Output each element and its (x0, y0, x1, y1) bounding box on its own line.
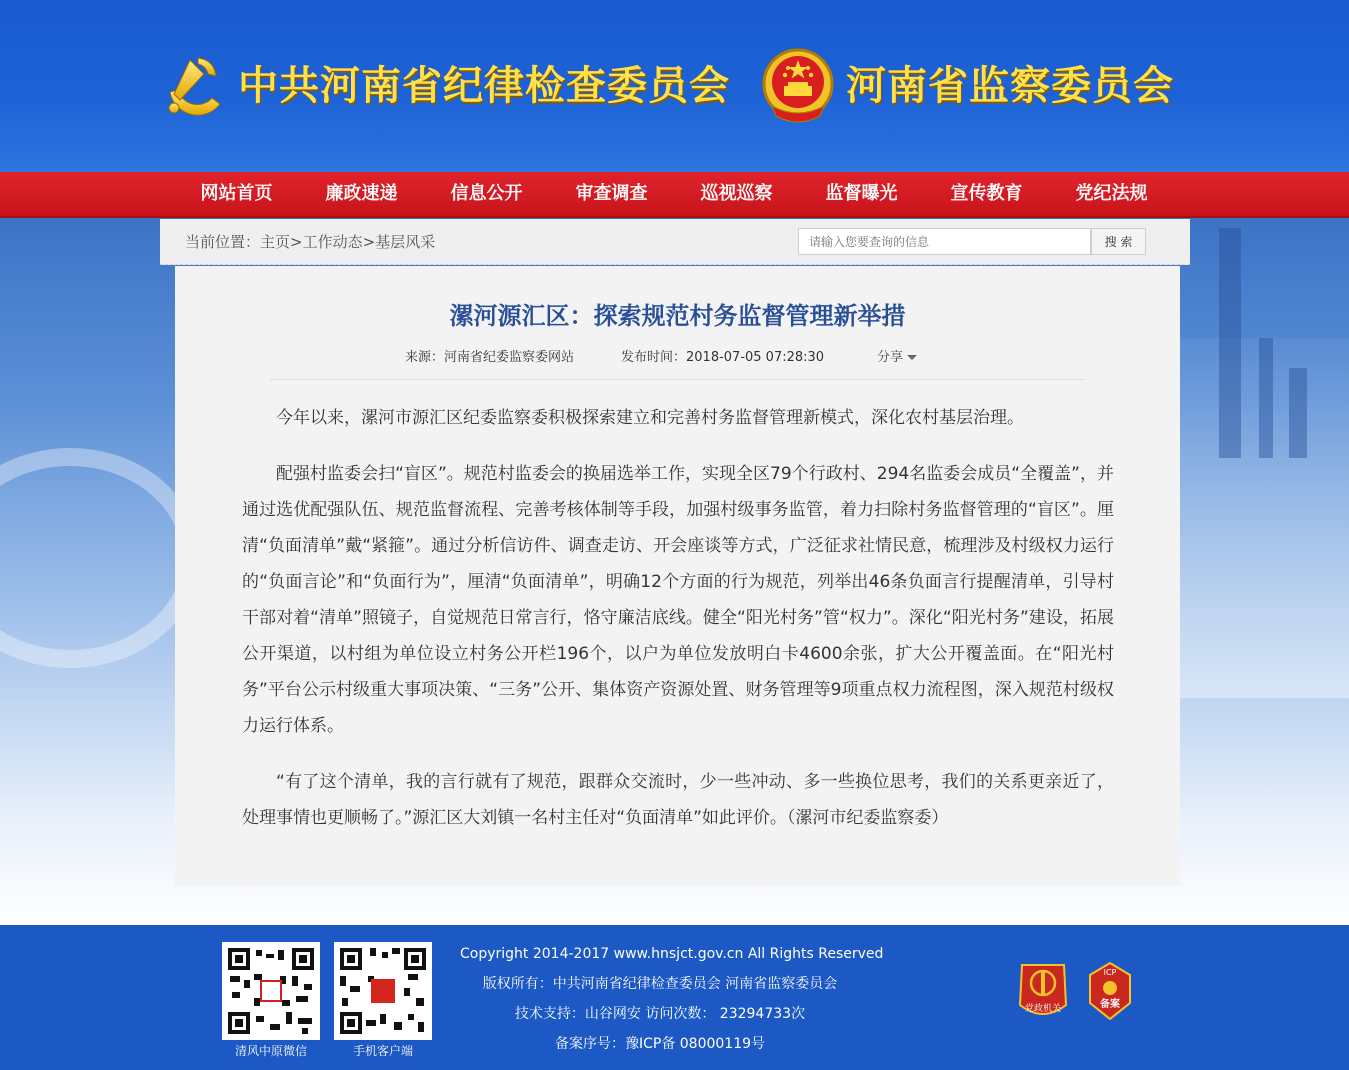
national-emblem-icon (758, 44, 838, 128)
breadcrumb-separator: > (362, 233, 376, 251)
nav-item-news[interactable]: 廉政速递 (325, 183, 398, 204)
nav-item-info-disclosure[interactable]: 信息公开 (450, 183, 523, 204)
qr-code-icon (222, 942, 320, 1040)
nav-item-regulations[interactable]: 党纪法规 (1075, 183, 1148, 204)
footer-copyright: Copyright 2014-2017 www.hnsjct.gov.cn All Rights Reserved (460, 946, 884, 962)
footer-info (460, 939, 884, 1059)
badge-label-record: 备案 (1100, 999, 1120, 1010)
app-qr-code-icon (338, 946, 428, 1036)
article-publish-time: 发布时间：2018-07-05 07:28:30 (621, 350, 825, 365)
breadcrumb (185, 219, 435, 265)
qr-label-app: 手机客户端 (352, 1044, 413, 1058)
share-button[interactable] (877, 346, 917, 365)
wechat-qr-code-icon (226, 946, 316, 1036)
search-input[interactable] (798, 228, 1091, 255)
nav-item-exposure[interactable]: 监督曝光 (825, 183, 898, 204)
qr-code-icon (334, 942, 432, 1040)
article-paragraph: 今年以来，漯河市源汇区纪委监察委积极探索建立和完善村务监督管理新模式，深化农村基层治理。 (276, 408, 1024, 428)
footer-icp[interactable]: 备案序号：豫ICP备 08000119号 (554, 1036, 766, 1052)
article-paragraph: 配强村监委会扫“盲区”。规范村监委会的换届选举工作，实现全区79个行政村、294名监委会成员“全覆盖”，并通过选优配强队伍、规范监督流程、完善考核体制等手段，加强村级事务监管，着力扫除村务监督管理的“盲区”。厘清“负面清单”戴“紧箍”。通过分析信访件、调查走访、开会座谈等方式，广泛征求社情民意，梳理涉及村级权力运行的“负面言论”和“负面行为”，厘清“负面清单”，明确12个方面的行为规范，列举出46条负面言行提醒清单，引导村干部对着“清单”照镜子，自觉规范日常言行，恪守廉洁底线。健全“阳光村务”管“权力”。深化“阳光村务”建设，拓展公开渠道，以村组为单位设立村务公开栏196个，以户为单位发放明白卡4600余张，扩大公开覆盖面。在“阳光村务”平台公示村级重大事项决策、“三务”公开、集体资产资源处置、财务管理等9项重点权力流程图，深入规范村级权力运行体系。 (242, 464, 1114, 736)
chevron-down-icon (907, 355, 917, 360)
breadcrumb-grassroots[interactable]: 基层风采 (375, 233, 436, 251)
footer-support: 技术支持：山谷网安 访问次数： 23294733次 (514, 1006, 806, 1022)
qr-label-wechat: 清风中原微信 (234, 1044, 307, 1058)
footer-owner: 版权所有：中共河南省纪律检查委员会 河南省监察委员会 (482, 976, 838, 992)
site-header (0, 0, 1349, 172)
search-button[interactable]: 搜 索 (1091, 228, 1146, 255)
header-title-left: 中共河南省纪律检查委员会 (238, 63, 730, 109)
article-paragraph: “有了这个清单，我的言行就有了规范，跟群众交流时，少一些冲动、多一些换位思考，我们的关系更亲近了，处理事情也更顺畅了。”源汇区大刘镇一名村主任对“负面清单”如此评价。（漯河市纪委监察委） (242, 772, 1114, 828)
nav-item-education[interactable]: 宣传教育 (950, 183, 1023, 204)
background-decoration (0, 448, 200, 668)
article (175, 266, 1180, 886)
meta-divider (270, 379, 1085, 380)
party-emblem-icon (160, 50, 234, 124)
article-source: 来源：河南省纪委监察委网站 (405, 350, 575, 365)
article-body (242, 400, 1114, 856)
background-skyline (1179, 338, 1349, 698)
party-gov-badge-icon[interactable] (1016, 961, 1070, 1023)
breadcrumb-work-news[interactable]: 工作动态 (302, 233, 363, 251)
article-title: 漯河源汇区：探索规范村务监督管理新举措 (449, 302, 906, 330)
nav-item-investigation[interactable]: 审查调查 (575, 183, 648, 204)
nav-item-inspection[interactable]: 巡视巡察 (700, 183, 773, 204)
breadcrumb-prefix: 当前位置： (185, 233, 261, 251)
nav-item-home[interactable]: 网站首页 (200, 183, 273, 204)
header-title-right: 河南省监察委员会 (846, 63, 1174, 109)
site-footer (0, 925, 1349, 1070)
breadcrumb-home[interactable]: 主页 (260, 233, 291, 251)
share-label: 分享 (877, 350, 904, 365)
badge-label-party-gov: 党政机关 (1024, 1004, 1062, 1014)
breadcrumb-separator: > (290, 233, 303, 251)
badge-label-icp: ICP (1103, 968, 1117, 977)
icp-record-badge-icon[interactable] (1088, 961, 1132, 1023)
main-nav (0, 172, 1349, 218)
breadcrumb-bar (160, 219, 1190, 265)
